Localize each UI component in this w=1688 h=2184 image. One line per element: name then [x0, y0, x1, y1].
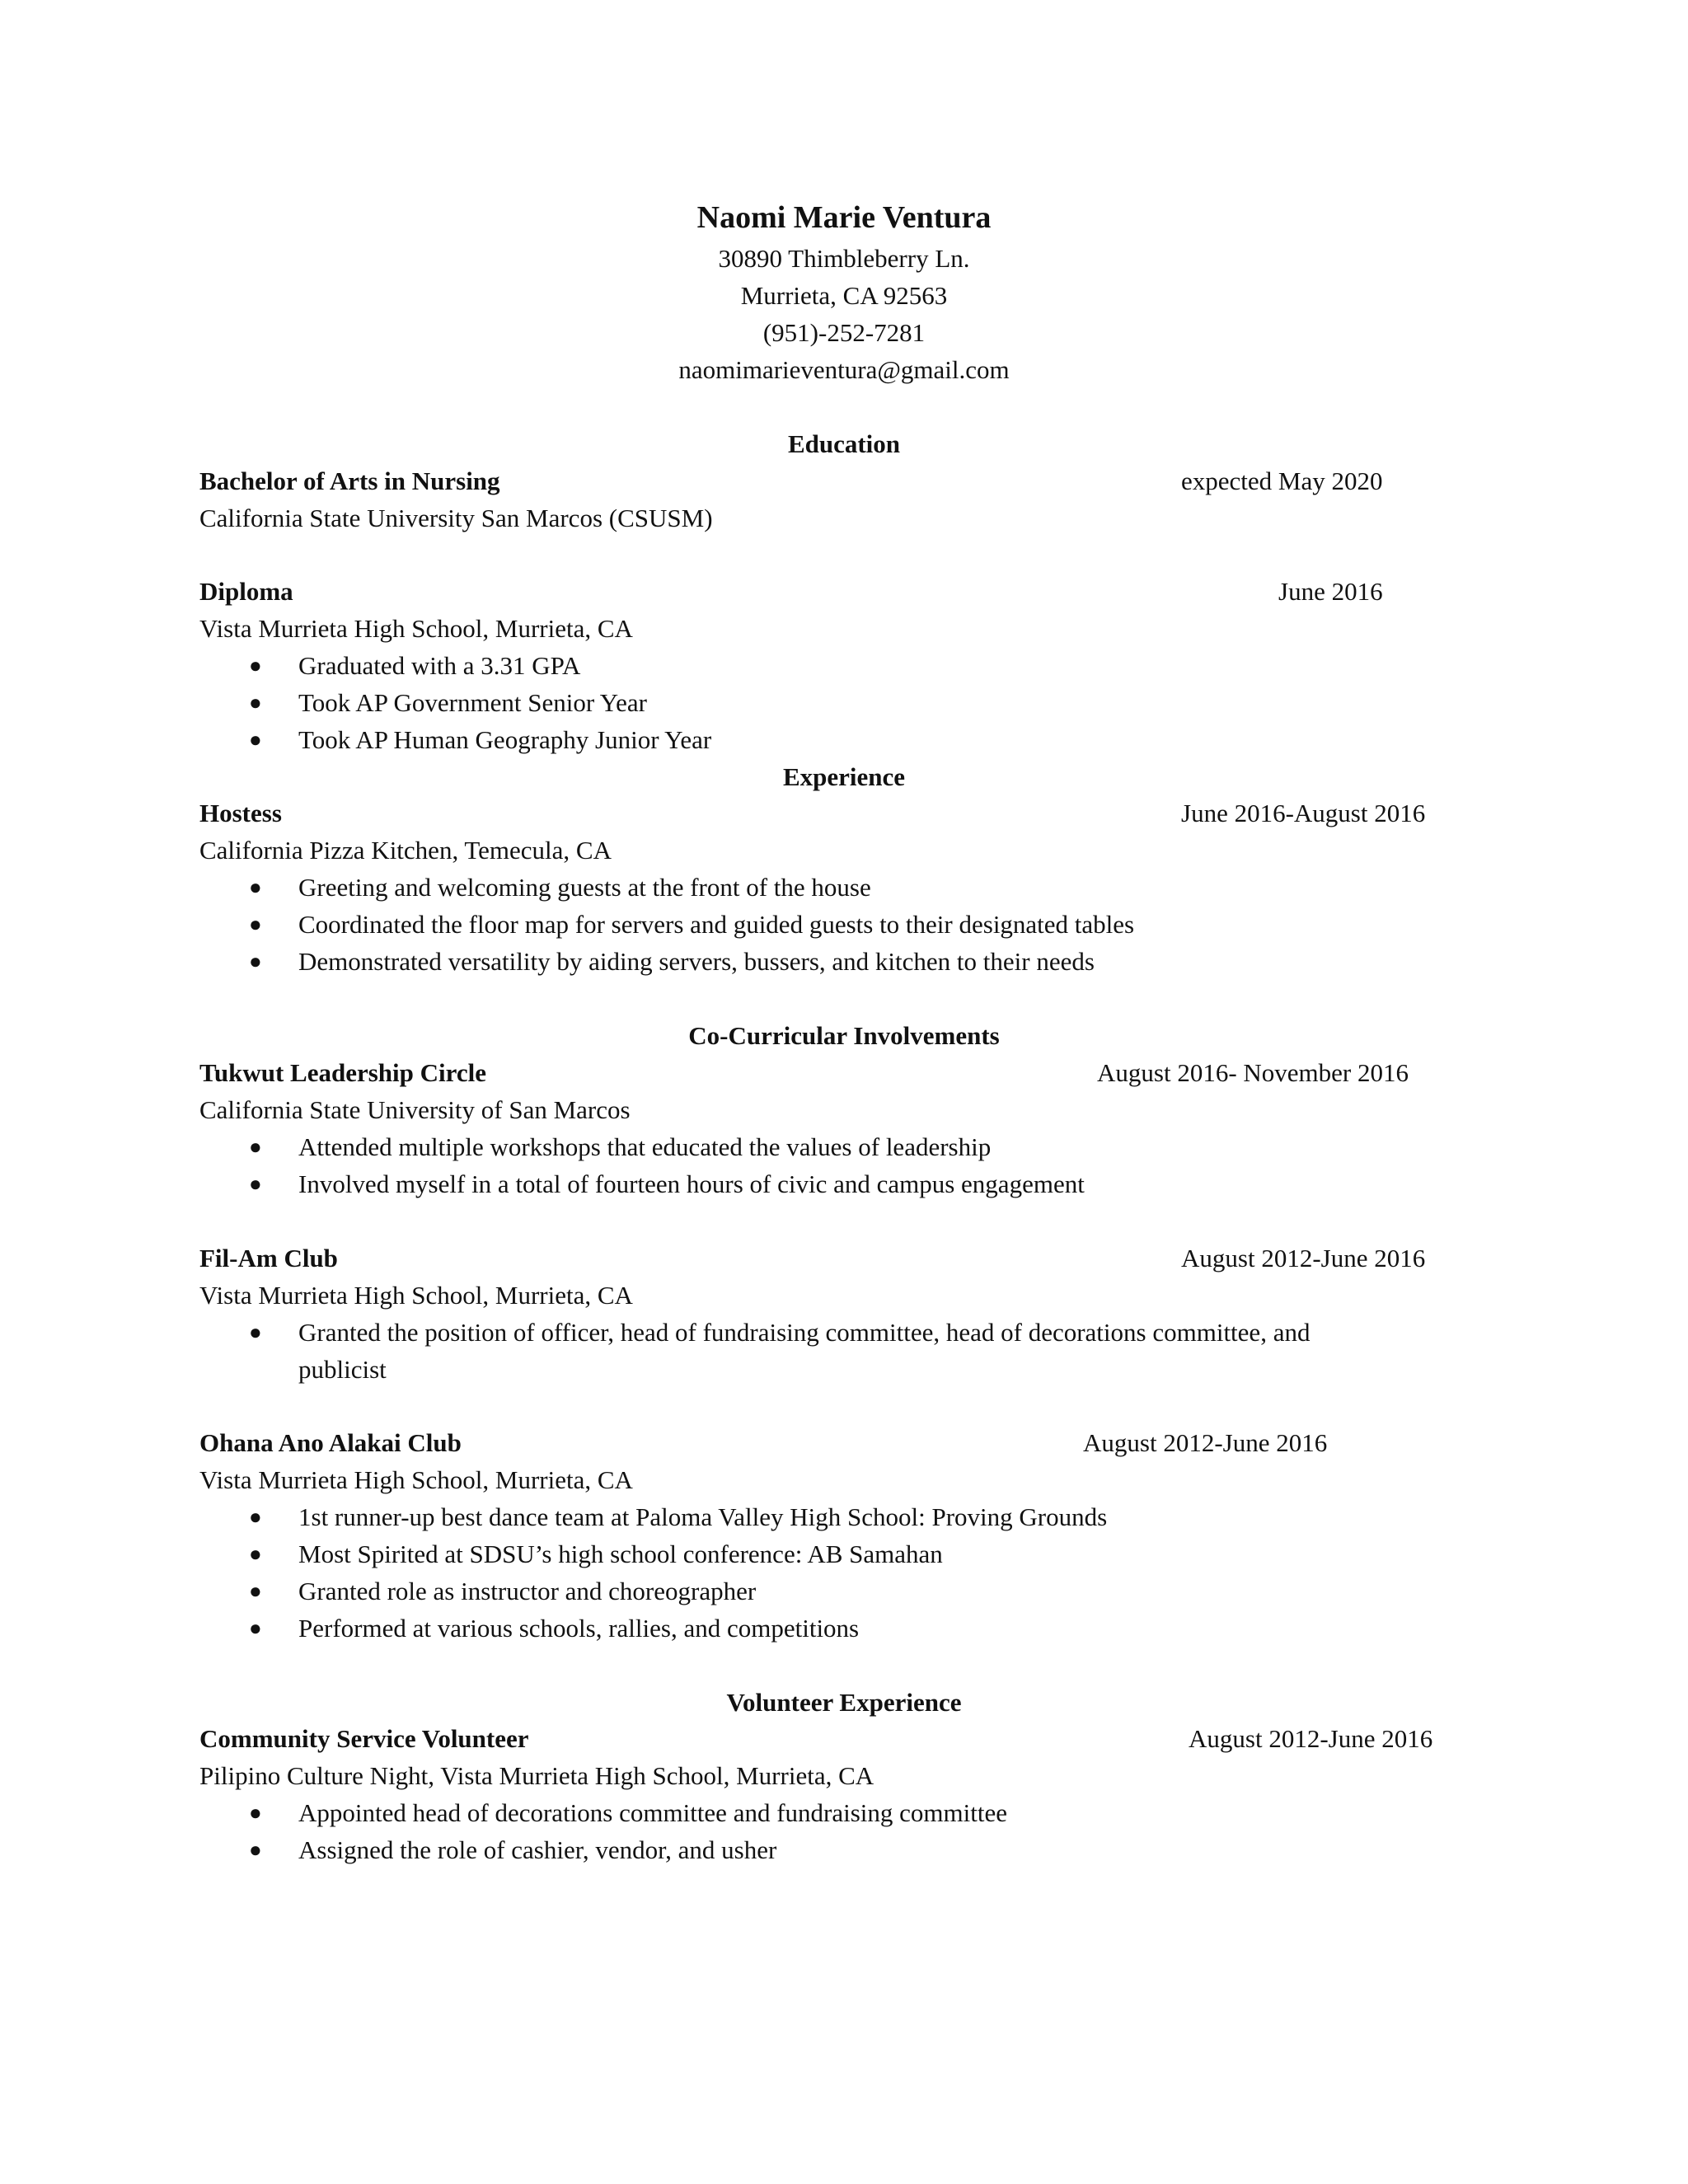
cocurricular-entry-place: Vista Murrieta High School, Murrieta, CA: [199, 1465, 633, 1494]
email-address: naomimarieventura@gmail.com: [678, 355, 1010, 384]
bullet-icon: ●: [249, 1135, 262, 1159]
bullet-item: Graduated with a 3.31 GPA: [298, 651, 581, 680]
volunteer-entry-place: Pilipino Culture Night, Vista Murrieta High School, Murrieta, CA: [199, 1761, 874, 1790]
bullet-item: 1st runner-up best dance team at Paloma Valley High School: Proving Grounds: [298, 1502, 1108, 1531]
bullet-item: Assigned the role of cashier, vendor, and usher: [298, 1835, 777, 1864]
volunteer-heading: Volunteer Experience: [726, 1688, 962, 1717]
bullet-item: Coordinated the floor map for servers and guided guests to their designated tables: [298, 910, 1135, 939]
bullet-item: Greeting and welcoming guests at the front of the house: [298, 873, 871, 902]
cocurricular-heading: Co-Curricular Involvements: [688, 1021, 1000, 1050]
bullet-icon: ●: [249, 1505, 262, 1529]
bullet-icon: ●: [249, 875, 262, 899]
bullet-icon: ●: [249, 1542, 262, 1566]
bullet-item: Involved myself in a total of fourteen hours of civic and campus engagement: [298, 1169, 1085, 1198]
bullet-item: Granted role as instructor and choreographer: [298, 1577, 757, 1605]
address-line-1: 30890 Thimbleberry Ln.: [718, 244, 970, 273]
bullet-icon: ●: [249, 1838, 262, 1862]
bullet-icon: ●: [249, 949, 262, 973]
experience-entry-date: June 2016-August 2016: [1181, 799, 1426, 827]
education-entry-date: June 2016: [1278, 577, 1383, 606]
bullet-icon: ●: [249, 1172, 262, 1196]
cocurricular-entry-place: California State University of San Marcos: [199, 1095, 631, 1124]
bullet-item: Most Spirited at SDSU’s high school conference: AB Samahan: [298, 1540, 943, 1568]
experience-heading: Experience: [782, 762, 906, 791]
bullet-item: Performed at various schools, rallies, and competitions: [298, 1614, 860, 1643]
bullet-item: Attended multiple workshops that educated the values of leadership: [298, 1132, 992, 1161]
bullet-icon: ●: [249, 1579, 262, 1603]
bullet-icon: ●: [249, 1801, 262, 1825]
cocurricular-entry-date: August 2016- November 2016: [1097, 1058, 1409, 1087]
cocurricular-entry-title: Tukwut Leadership Circle: [199, 1058, 486, 1087]
bullet-icon: ●: [249, 1616, 262, 1640]
education-entry-place: California State University San Marcos (CSUSM): [199, 504, 713, 532]
experience-entry-place: California Pizza Kitchen, Temecula, CA: [199, 836, 612, 865]
education-entry-title: Bachelor of Arts in Nursing: [199, 466, 500, 495]
cocurricular-entry-date: August 2012-June 2016: [1083, 1428, 1328, 1457]
phone-number: (951)-252-7281: [762, 318, 926, 347]
volunteer-entry-date: August 2012-June 2016: [1189, 1724, 1433, 1753]
bullet-item: Appointed head of decorations committee and fundraising committee: [298, 1798, 1007, 1827]
bullet-icon: ●: [249, 912, 262, 936]
address-line-2: Murrieta, CA 92563: [740, 281, 948, 310]
education-entry-place: Vista Murrieta High School, Murrieta, CA: [199, 614, 633, 643]
bullet-item: Took AP Human Geography Junior Year: [298, 725, 712, 754]
bullet-icon: ●: [249, 691, 262, 715]
bullet-icon: ●: [249, 728, 262, 752]
bullet-item: Demonstrated versatility by aiding servers, bussers, and kitchen to their needs: [298, 947, 1095, 976]
education-heading: Education: [787, 429, 901, 458]
cocurricular-entry-title: Fil-Am Club: [199, 1244, 338, 1272]
bullet-icon: ●: [249, 654, 262, 677]
experience-entry-title: Hostess: [199, 799, 282, 827]
cocurricular-entry-title: Ohana Ano Alakai Club: [199, 1428, 462, 1457]
bullet-item: Took AP Government Senior Year: [298, 688, 647, 717]
bullet-item: Granted the position of officer, head of fundraising committee, head of decorations committee, and: [298, 1318, 1311, 1347]
bullet-icon: ●: [249, 1320, 262, 1344]
cocurricular-entry-place: Vista Murrieta High School, Murrieta, CA: [199, 1281, 633, 1310]
bullet-item-continuation: publicist: [298, 1355, 387, 1384]
resume-name: Naomi Marie Ventura: [696, 200, 992, 235]
education-entry-title: Diploma: [199, 577, 293, 606]
cocurricular-entry-date: August 2012-June 2016: [1181, 1244, 1426, 1272]
volunteer-entry-title: Community Service Volunteer: [199, 1724, 529, 1753]
education-entry-date: expected May 2020: [1181, 466, 1383, 495]
